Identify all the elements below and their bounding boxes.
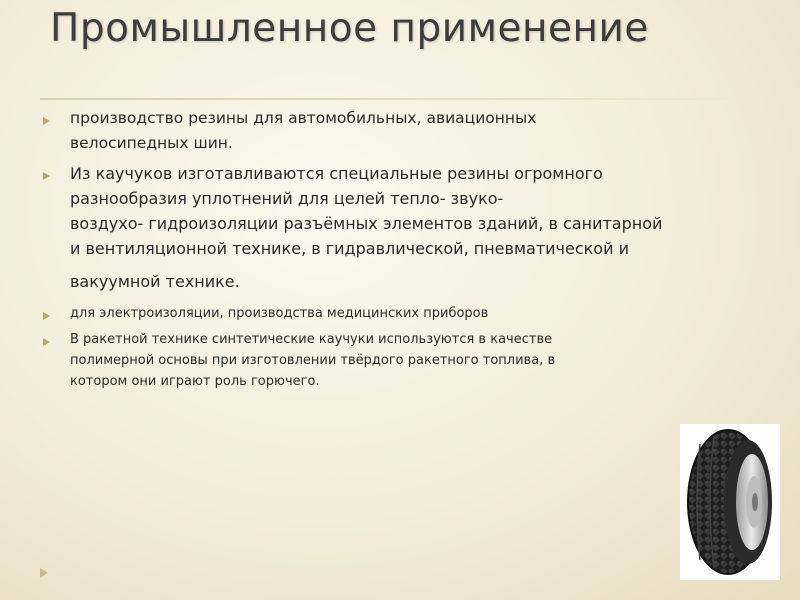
bullet-item [40, 329, 770, 392]
slide-title: Промышленное применение [50, 6, 649, 51]
bullet-arrow-icon [43, 117, 50, 125]
bullet-item [40, 106, 770, 156]
tire-icon [680, 424, 780, 580]
corner-arrow-icon [40, 568, 48, 578]
bullet-text: для электроизоляции, производства медицинских приборов [70, 306, 489, 321]
bullet-arrow-icon [43, 312, 50, 320]
title-divider [40, 98, 756, 100]
tire-image [680, 424, 780, 580]
bullet-item [40, 303, 770, 325]
bullet-text: В ракетной технике синтетические каучуки используются в качестве полимерной основы при изготовлении твёрдого ракетного топлива, в котором они играют роль горючего. [70, 332, 556, 389]
bullet-list [40, 106, 770, 392]
bullet-item [40, 161, 770, 294]
bullet-arrow-icon [43, 172, 50, 180]
bullet-text: производство резины для автомобильных, авиационных велосипедных шин. [70, 109, 537, 152]
bullet-arrow-icon [43, 338, 50, 346]
bullet-text: Из каучуков изготавливаются специальные резины огромного разнообразия уплотнений для целей тепло- звуко- воздухо- гидроизоляции разъёмных элементов зданий, в санитарной и вентиляционной технике, в гидравлической, пневматической и вакуумной технике. [70, 164, 663, 291]
